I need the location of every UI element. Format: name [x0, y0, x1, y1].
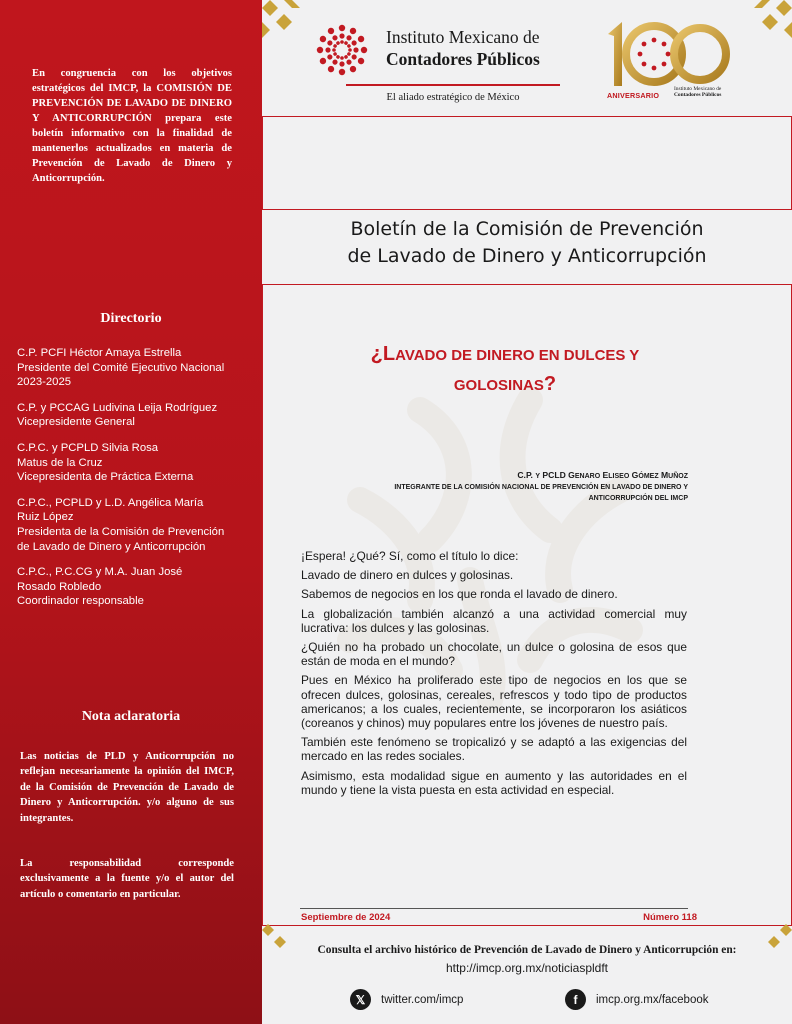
intro-commission-name: COMISIÓN DE PREVENCIÓN DE LAVADO DE DINERO Y ANTICORRUPCIÓN	[32, 83, 232, 124]
anniversary-100-logo-icon	[604, 14, 730, 94]
facebook-link[interactable]: f imcp.org.mx/facebook	[565, 989, 709, 1010]
tagline: El aliado estratégico de México	[386, 92, 520, 103]
gold-ornament-icon	[752, 0, 792, 38]
org-name: Instituto Mexicano de Contadores Públicos	[386, 27, 540, 69]
paragraph: Asimismo, esta modalidad sigue en aumento y las autoridades en el mundo y tiene la vista puesta en esta actividad en especial.	[301, 768, 687, 797]
sidebar	[0, 0, 262, 1024]
intro-text-1: En congruencia con los objetivos estratégicos del IMCP, la	[32, 68, 232, 94]
gold-ornament-icon	[262, 0, 302, 38]
note-paragraph-2: La responsabilidad corresponde exclusivamente a la fuente y/o el autor del artículo o comentario en particular.	[20, 858, 234, 900]
twitter-link[interactable]: 𝕏 twitter.com/imcp	[350, 989, 463, 1010]
note-paragraph-1: Las noticias de PLD y Anticorrupción no reflejan necesariamente la opinión del IMCP, de la Comisión de Prevención de Lavado de Dinero y Anticorrupción. y/o alguno de sus integrantes.	[20, 751, 234, 824]
author-name: C.P. Y PCLD GENARO ELISEO GÓMEZ MUÑOZ	[517, 470, 688, 480]
header-box	[262, 116, 792, 210]
footer-divider	[300, 908, 688, 909]
paragraph: La globalización también alcanzó a una actividad comercial muy lucrativa: los dulces y las golosinas.	[301, 606, 687, 635]
directory-list	[17, 346, 257, 620]
directory-entry: C.P. PCFI Héctor Amaya Estrella Presidente del Comité Ejecutivo Nacional 2023-2025	[17, 347, 225, 389]
bulletin-title: Boletín de la Comisión de Prevención de Lavado de Dinero y Anticorrupción	[347, 218, 707, 267]
article-title: ¿LAVADO DE DINERO EN DULCES Y GOLOSINAS?	[370, 343, 640, 395]
issue-number: Número 118	[643, 912, 697, 923]
anniversary-institution: Instituto Mexicano de Contadores Públicos	[674, 86, 722, 98]
issue-date: Septiembre de 2024	[301, 912, 391, 923]
author-affiliation: ANTICORRUPCIÓN DEL IMCP	[588, 495, 688, 502]
anniversary-label: ANIVERSARIO	[607, 91, 660, 100]
paragraph: Pues en México ha proliferado este tipo de negocios en los que se ofrecen dulces, golosinas, cereales, refrescos y todo tipo de productos americanos; a los cuales, recientemente, se incorporaron los asiáticos (coreanos y chinos) muy populares entre los jóvenes de nuestro país.	[301, 673, 687, 731]
footer-background	[262, 926, 792, 1024]
author-affiliation: INTEGRANTE DE LA COMISIÓN NACIONAL DE PREVENCIÓN EN LAVADO DE DINERO Y	[394, 484, 688, 491]
directory-entry: C.P.C., PCPLD y L.D. Angélica María Ruiz López Presidenta de la Comisión de Prevención de Lavado de Dinero y Anticorrupción	[17, 496, 225, 553]
note-heading: Nota aclaratoria	[81, 709, 181, 724]
article-body	[301, 549, 687, 802]
paragraph: ¿Quién no ha probado un chocolate, un dulce o golosina de esos que están de moda en el mundo?	[301, 640, 687, 669]
paragraph: Lavado de dinero en dulces y golosinas.	[301, 568, 514, 583]
directory-entry: C.P. y PCCAG Ludivina Leija Rodríguez Vicepresidente General	[17, 401, 218, 429]
archive-link[interactable]: http://imcp.org.mx/noticiaspldft	[445, 961, 609, 975]
intro-text-2: prepara este boletín informativo con la finalidad de mantenerlos actualizados en materia de Prevención de Lavado de Dinero y Anticorrupción.	[32, 113, 232, 184]
facebook-icon: f	[565, 989, 586, 1010]
paragraph: ¡Espera! ¿Qué? Sí, como el título lo dice:	[301, 549, 519, 563]
archive-text: Consulta el archivo histórico de Prevención de Lavado de Dinero y Anticorrupción en:	[317, 944, 737, 956]
directory-heading: Directorio	[100, 311, 162, 326]
paragraph: También este fenómeno se tropicalizó y se adaptó a las exigencias del mercado en las redes sociales.	[301, 735, 687, 764]
article-author	[268, 470, 688, 504]
x-icon: 𝕏	[350, 989, 371, 1010]
directory-entry: C.P.C. y PCPLD Silvia Rosa Matus de la Cruz Vicepresidenta de Práctica Externa	[17, 441, 194, 484]
directory-entry: C.P.C., P.C.CG y M.A. Juan José Rosado Robledo Coordinador responsable	[17, 566, 183, 608]
sidebar-intro	[32, 66, 232, 186]
paragraph: Sabemos de negocios en los que ronda el lavado de dinero.	[301, 587, 618, 602]
imcp-logo-icon	[310, 18, 374, 82]
logo-divider	[346, 84, 560, 86]
